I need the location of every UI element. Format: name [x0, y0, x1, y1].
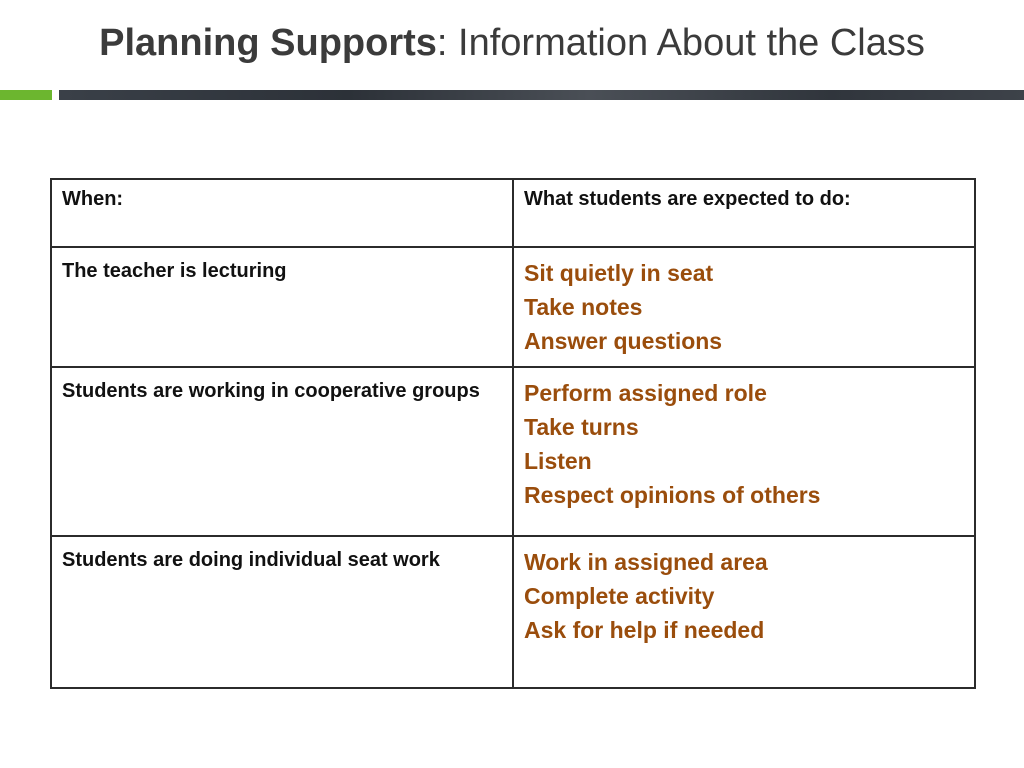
page-title — [0, 22, 1024, 65]
action-item: Answer questions — [524, 328, 723, 354]
actions-cell — [513, 367, 975, 536]
actions-cell — [513, 536, 975, 688]
action-item: Respect opinions of others — [524, 482, 821, 508]
action-item: Perform assigned role — [524, 380, 767, 406]
when-cell: The teacher is lecturing — [51, 247, 513, 367]
title-rest: : Information About the Class — [436, 22, 925, 64]
table-header-row — [51, 179, 975, 247]
action-item: Complete activity — [524, 583, 715, 609]
table-row — [51, 536, 975, 688]
accent-bar-green — [0, 90, 52, 100]
actions-cell — [513, 247, 975, 367]
actions-list — [524, 256, 964, 358]
action-item: Sit quietly in seat — [524, 260, 714, 286]
header-what: What students are expected to do: — [513, 179, 975, 247]
when-cell: Students are doing individual seat work — [51, 536, 513, 688]
action-item: Work in assigned area — [524, 549, 768, 575]
expectations-table — [50, 178, 976, 689]
action-item: Take turns — [524, 414, 639, 440]
when-cell: Students are working in cooperative groups — [51, 367, 513, 536]
table-row — [51, 247, 975, 367]
actions-list — [524, 545, 964, 647]
actions-list — [524, 376, 964, 512]
header-when: When: — [51, 179, 513, 247]
accent-bar-dark — [59, 90, 1024, 100]
action-item: Listen — [524, 448, 592, 474]
title-bold: Planning Supports — [99, 22, 437, 64]
table-row — [51, 367, 975, 536]
action-item: Ask for help if needed — [524, 617, 765, 643]
action-item: Take notes — [524, 294, 643, 320]
